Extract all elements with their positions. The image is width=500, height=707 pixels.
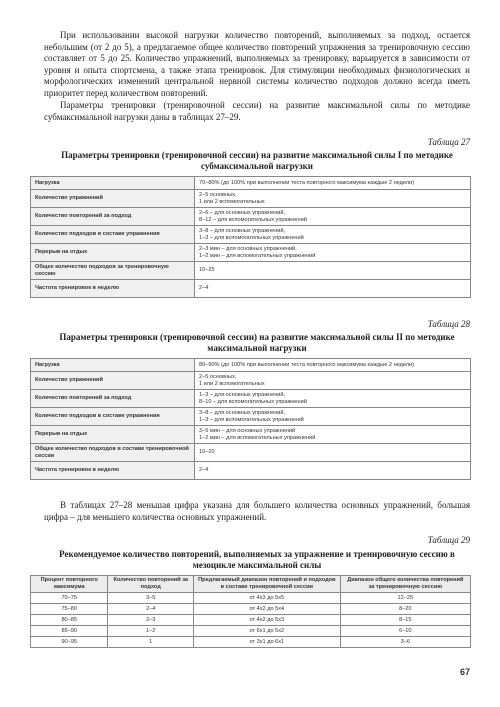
table-cell: 2–3 — [108, 615, 194, 626]
parameter-value: 10–20 — [195, 444, 471, 462]
column-header: Диапазон общего количества повторений за тренировочную сессию — [340, 576, 470, 593]
parameter-value: 3–5 мин – для основных упражнений 1–2 мин – для вспомогательных упражнений — [195, 426, 471, 444]
table28 — [30, 358, 471, 480]
table28-title: Параметры тренировки (тренировочной сессии) на развитие максимальной силы II по методике максимальной нагрузки — [59, 332, 455, 353]
table29 — [30, 575, 471, 648]
table-cell: от 4х2 до 5х3 — [194, 615, 341, 626]
parameter-value: 10–25 — [195, 262, 471, 280]
table-cell: 80–85 — [31, 615, 108, 626]
table-cell: 8–20 — [340, 604, 470, 615]
table27 — [30, 176, 471, 298]
parameter-label: Перерыв на отдых — [31, 244, 195, 262]
table-header-row — [31, 576, 471, 593]
table29-caption: Таблица 29 — [427, 535, 470, 545]
table-cell: 90–95 — [31, 637, 108, 648]
table-row — [31, 408, 471, 426]
parameter-label: Нагрузка — [31, 359, 195, 372]
table-row — [31, 359, 471, 372]
note-paragraph: В таблицах 27–28 меньшая цифра указана для большего количества основных упражнений, большая цифра – для меньшего количества основных упражнений. — [44, 500, 470, 522]
table29-title: Рекомендуемое количество повторений, выполняемых за упражнение и тренировочную сессию в мезоцикле максимальной силы — [59, 549, 455, 570]
parameter-value: 80–90% (до 100% при выполнении теста повторного максимума каждые 2 недели) — [195, 359, 471, 372]
table-row — [31, 177, 471, 190]
table-cell: 70–75 — [31, 593, 108, 604]
table28-caption: Таблица 28 — [427, 319, 470, 329]
table-cell: от 4х2 до 5х4 — [194, 604, 341, 615]
parameter-label: Общее количество подходов за тренировочную сессию — [31, 262, 195, 280]
parameter-label: Количество подходов в составе упражнения — [31, 226, 195, 244]
table-row — [31, 390, 471, 408]
table-row — [31, 444, 471, 462]
table-cell: от 6х1 до 5х2 — [194, 626, 341, 637]
table27-title: Параметры тренировки (тренировочной сессии) на развитие максимальной силы I по методике субмаксимальной нагрузки — [61, 150, 453, 171]
parameter-label: Количество упражнений — [31, 372, 195, 390]
parameter-label: Количество подходов в составе упражнения — [31, 408, 195, 426]
parameter-label: Количество повторений за подход — [31, 390, 195, 408]
parameter-value: 2–4 — [195, 462, 471, 480]
table-cell: 2–4 — [108, 604, 194, 615]
parameter-label: Частота тренировок в неделю — [31, 280, 195, 298]
table-cell: 1–2 — [108, 626, 194, 637]
column-header: Количество повторений за подход — [108, 576, 194, 593]
parameter-value: 70–80% (до 100% при выполнении теста повторного максимума каждые 2 недели) — [195, 177, 471, 190]
table-row — [31, 615, 471, 626]
table-row — [31, 226, 471, 244]
table-row — [31, 208, 471, 226]
parameter-value: 2–6 – для основных упражнений, 8–12 – для вспомогательных упражнений — [195, 208, 471, 226]
parameter-label: Общее количество подходов в составе тренировочной сессии — [31, 444, 195, 462]
parameter-value: 2–3 мин – для основных упражнений, 1–2 мин – для вспомогательных упражнений — [195, 244, 471, 262]
parameter-value: 3–8 – для основных упражнений, 1–3 – для вспомогательных упражнений — [195, 226, 471, 244]
table-cell: 12–25 — [340, 593, 470, 604]
parameter-label: Перерыв на отдых — [31, 426, 195, 444]
column-header: Предлагаемый диапазон повторений и подходов в составе тренировочной сессии — [194, 576, 341, 593]
table-cell: от 3х1 до 6х1 — [194, 637, 341, 648]
table27-caption: Таблица 27 — [427, 137, 470, 147]
table-cell: 3–6 — [340, 637, 470, 648]
table-row — [31, 626, 471, 637]
table-cell: 3–5 — [108, 593, 194, 604]
parameter-value: 2–4 — [195, 280, 471, 298]
parameter-label: Частота тренировок в неделю — [31, 462, 195, 480]
table-cell: 85–90 — [31, 626, 108, 637]
parameter-value: 1–3 – для основных упражнений, 8–10 – для вспомогательных упражнений — [195, 390, 471, 408]
table-row — [31, 637, 471, 648]
table-row — [31, 462, 471, 480]
intro-paragraph-1: При использовании высокой нагрузки количество повторений, выполняемых за подход, остается небольшим (от 2 до 5), а предлагаемое общее количество повторений упражнения за тренировочную сессию составляет от 5 до 25. Количество упражнений, выполняемых за тренировку, варьируется в зависимости от уровня и опыта спортсмена, а также этапа тренировок. Для стимуляции необходимых физиологических и морфологических изменений центральной нервной системы количество подходов должно всегда иметь приоритет перед количеством повторений. — [44, 30, 470, 98]
table-row — [31, 593, 471, 604]
table-row — [31, 604, 471, 615]
column-header: Процент повторного максимума — [31, 576, 108, 593]
table-cell: 8–15 — [340, 615, 470, 626]
table-cell: 1 — [108, 637, 194, 648]
table-cell: 75–80 — [31, 604, 108, 615]
table-row — [31, 426, 471, 444]
table-cell: 6–10 — [340, 626, 470, 637]
table-row — [31, 244, 471, 262]
parameter-value: 2–5 основных, 1 или 2 вспомогательных — [195, 190, 471, 208]
intro-paragraph-2: Параметры тренировки (тренировочной сессии) на развитие максимальной силы по методике субмаксимальной нагрузки даны в таблицах 27–29. — [44, 100, 470, 122]
parameter-value: 2–5 основных, 1 или 2 вспомогательных — [195, 372, 471, 390]
parameter-label: Количество упражнений — [31, 190, 195, 208]
parameter-label: Нагрузка — [31, 177, 195, 190]
parameter-value: 3–8 – для основных упражнений, 1–3 – для вспомогательных упражнений — [195, 408, 471, 426]
table-row — [31, 372, 471, 390]
table-cell: от 4х3 до 5х5 — [194, 593, 341, 604]
table-row — [31, 262, 471, 280]
table-row — [31, 190, 471, 208]
parameter-label: Количество повторений за подход — [31, 208, 195, 226]
page-number: 67 — [459, 667, 470, 677]
table-row — [31, 280, 471, 298]
